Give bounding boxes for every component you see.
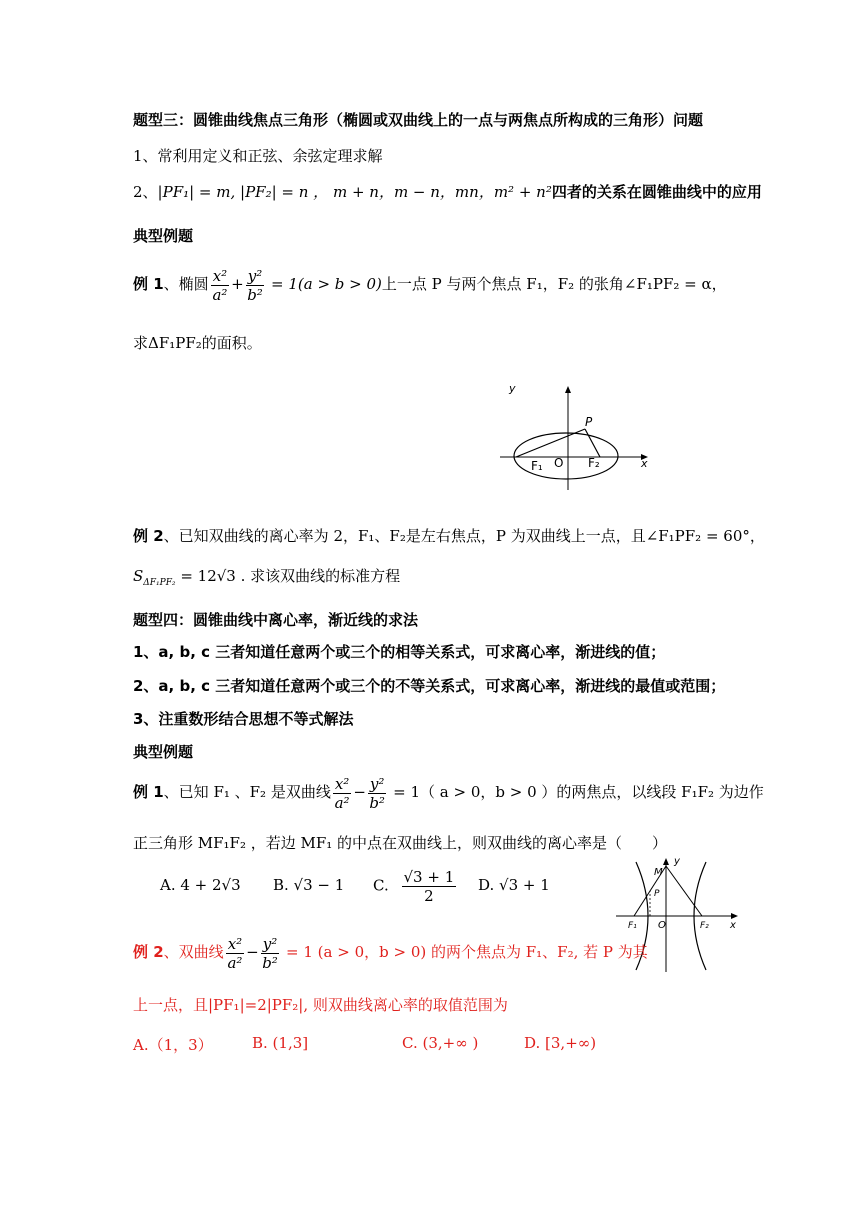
point-p-label: P [654, 889, 660, 899]
s3-example-2 [133, 526, 765, 546]
s3-example-2-line-2 [133, 566, 400, 593]
example-2-task: . 求该双曲线的标准方程 [235, 567, 401, 585]
example-1-condition: = 1（ a > 0，b > 0 ）的两焦点，以线段 F₁F₂ 为边作 [388, 783, 764, 801]
example-label: 例 1 [133, 275, 164, 293]
fraction-y: $\frac{\text{y²}}{\text{b²}}$ [247, 266, 263, 304]
s4-example-2-line-2: 上一点，且|PF₁|=2|PF₂|, 则双曲线离心率的取值范围为 [133, 996, 508, 1014]
axis-y-label: y [509, 384, 516, 395]
area-symbol: S [133, 567, 144, 585]
ex2-option-b: B. (1,3] [252, 1034, 309, 1052]
axis-x-label: x [730, 920, 736, 931]
option-c [373, 868, 458, 905]
section-4-point-1: 1、a, b, c 三者知道任意两个或三个的相等关系式，可求离心率，渐进线的值； [133, 643, 666, 661]
origin-label: O [658, 920, 666, 931]
section-3-examples-heading: 典型例题 [133, 227, 194, 245]
example-1-prefix: 、已知 F₁ 、F₂ 是双曲线 [163, 783, 331, 801]
example-2-prefix: 、双曲线 [163, 943, 224, 961]
section-4-point-3: 3、注重数形结合思想不等式解法 [133, 710, 354, 728]
ellipse-figure [496, 384, 656, 494]
s3-example-1-line-2: 求ΔF₁PF₂的面积。 [133, 334, 262, 352]
s3-example-1: 例 1、椭圆 $\frac{\text{x²}}{\text{a²}}$ + $\frac{\text{y²}}{\text{b²}}$ = 1(a > b > 0)上一点 P 与两个焦点 F₁，F₂ 的张角∠F₁PF₂ = α， [133, 266, 727, 304]
fraction-x: $\frac{\text{x²}}{\text{a²}}$ [334, 774, 350, 812]
section-4-title: 题型四：圆锥曲线中离心率，渐近线的求法 [133, 611, 419, 629]
point-2-suffix: 四者的关系在圆锥曲线中的应用 [551, 183, 762, 201]
example-1-text: 上一点 P 与两个焦点 F₁，F₂ 的张角∠F₁PF₂ = α， [381, 275, 727, 293]
ex2-option-d: D. [3,+∞) [524, 1034, 597, 1052]
focus-f1-label: F₁ [531, 459, 543, 473]
fraction-y: $\frac{\text{y²}}{\text{b²}}$ [262, 934, 278, 972]
axis-y-label: y [674, 856, 680, 867]
example-1-prefix: 、椭圆 [163, 275, 209, 293]
ex2-option-c: C. (3,+∞ ) [402, 1034, 479, 1052]
example-2-condition: = 1 (a > 0，b > 0) 的两个焦点为 F₁、F₂, 若 P 为其 [281, 943, 648, 961]
ex2-option-a: A.（1，3） [133, 1036, 213, 1054]
vertex-m-label: M [654, 867, 663, 878]
ellipse-condition: = 1(a > b > 0) [266, 275, 382, 293]
section-4-point-2: 2、a, b, c 三者知道任意两个或三个的不等关系式，可求离心率，渐进线的最值或范围； [133, 677, 726, 695]
focus-f1-label: F₁ [628, 921, 637, 931]
point-2-math: |PF₁| = m, |PF₂| = n ， m + n，m − n，mn，m² + n² [157, 183, 552, 201]
example-label: 例 1 [133, 783, 164, 801]
option-a: A. 4 + 2√3 [160, 876, 241, 894]
option-d: D. √3 + 1 [478, 876, 550, 894]
option-b: B. √3 − 1 [273, 876, 345, 894]
focus-f2-label: F₂ [588, 456, 600, 470]
section-3-title: 题型三：圆锥曲线焦点三角形（椭圆或双曲线上的一点与两焦点所构成的三角形）问题 [133, 111, 704, 129]
section-3-point-2 [133, 182, 762, 202]
origin-label: O [554, 456, 564, 470]
axis-x-label: x [641, 457, 648, 470]
fraction-y: $\frac{\text{y²}}{\text{b²}}$ [369, 774, 385, 812]
s4-example-1-line-2: 正三角形 MF₁F₂ ，若边 MF₁ 的中点在双曲线上，则双曲线的离心率是（ ） [133, 834, 668, 852]
example-2-text: 、已知双曲线的离心率为 2，F₁、F₂是左右焦点，P 为双曲线上一点，且∠F₁PF₂ = 60°， [163, 527, 765, 545]
fraction-x: $\frac{\text{x²}}{\text{a²}}$ [227, 934, 243, 972]
s4-example-1: 例 1、已知 F₁ 、F₂ 是双曲线 $\frac{\text{x²}}{\text{a²}}$ − $\frac{\text{y²}}{\text{b²}}$ = 1（ a > 0，b > 0 ）的两焦点，以线段 F₁F₂ 为边作 [133, 774, 764, 812]
section-3-point-1: 1、常利用定义和正弦、余弦定理求解 [133, 147, 383, 165]
example-label: 例 2 [133, 943, 164, 961]
focus-f2-label: F₂ [700, 921, 709, 931]
example-label: 例 2 [133, 527, 164, 545]
fraction-x: $\frac{\text{x²}}{\text{a²}}$ [212, 266, 228, 304]
point-p-label: P [585, 415, 593, 429]
area-subscript: ΔF₁PF₂ [143, 578, 176, 588]
option-c-fraction: $\frac{√3 + 1}{2}$ [403, 868, 455, 905]
option-c-label: C. [373, 876, 389, 895]
s4-example-2: 例 2、双曲线 $\frac{\text{x²}}{\text{a²}}$ − $\frac{\text{y²}}{\text{b²}}$ = 1 (a > 0，b > 0) 的两个焦点为 F₁、F₂, 若 P 为其 [133, 934, 648, 972]
point-2-prefix: 2、 [133, 183, 158, 201]
area-value: = 12√3 [175, 567, 236, 585]
section-4-examples-heading: 典型例题 [133, 743, 194, 761]
